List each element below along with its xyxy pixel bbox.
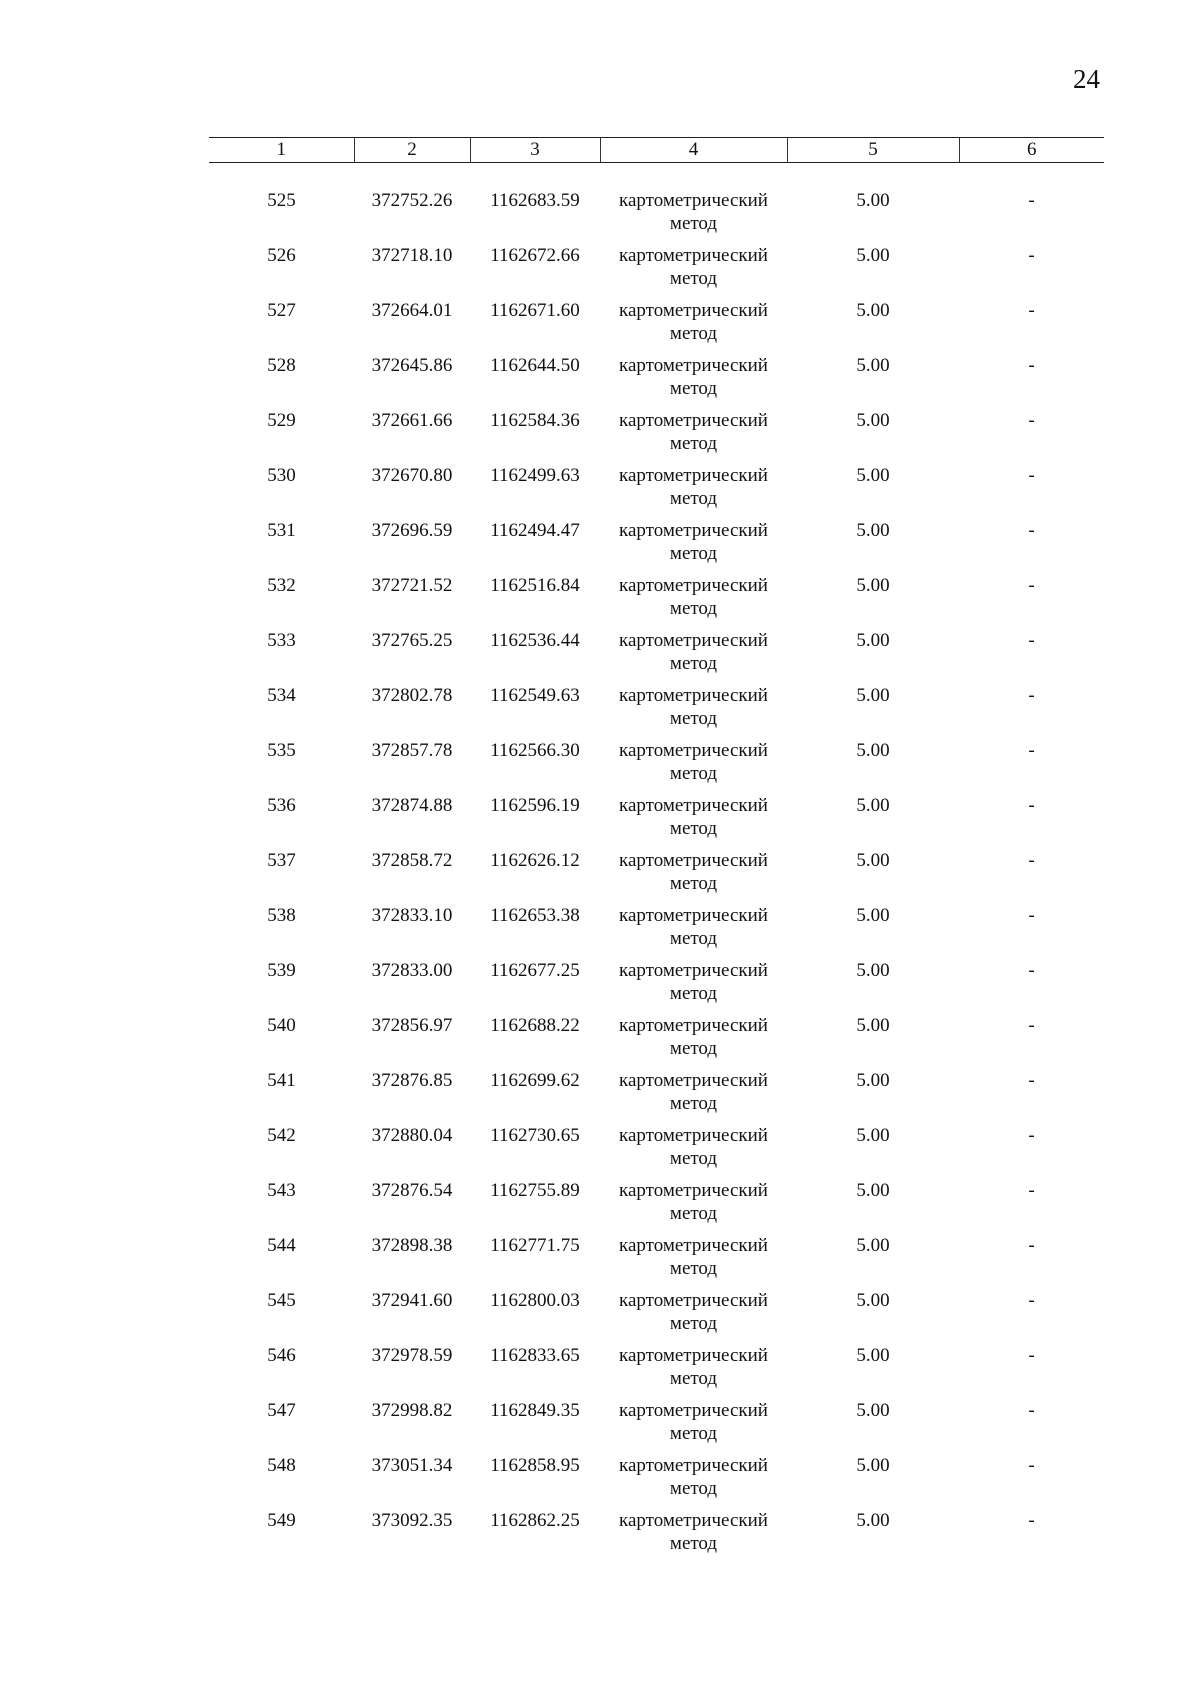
table-row (209, 1069, 1104, 1124)
method-cell (600, 1179, 787, 1234)
accuracy-cell: 5.00 (856, 630, 890, 651)
y-coordinate-cell: 1162499.63 (490, 465, 580, 486)
accuracy-cell: 5.00 (856, 960, 890, 981)
point-number-cell: 542 (267, 1125, 296, 1146)
y-coordinate-cell: 1162771.75 (490, 1235, 580, 1256)
point-number-cell: 531 (267, 520, 296, 541)
x-coordinate-cell: 372858.72 (371, 850, 453, 871)
header-spacer (209, 163, 1104, 190)
table-row (209, 244, 1104, 299)
accuracy-cell: 5.00 (856, 795, 890, 816)
table-row (209, 189, 1104, 244)
note-cell: - (1028, 740, 1035, 761)
table-row (209, 1014, 1104, 1069)
column-header-2: 2 (354, 138, 470, 163)
table-row (209, 959, 1104, 1014)
note-cell: - (1028, 630, 1035, 651)
accuracy-cell: 5.00 (856, 1290, 890, 1311)
y-coordinate-cell: 1162549.63 (490, 685, 580, 706)
method-cell (600, 794, 787, 849)
method-text: картометрический метод (619, 1345, 768, 1389)
note-cell: - (1028, 1290, 1035, 1311)
method-text: картометрический метод (619, 1455, 768, 1499)
table-body (209, 163, 1104, 1565)
accuracy-cell: 5.00 (856, 1125, 890, 1146)
method-text: картометрический метод (619, 575, 768, 619)
method-text: картометрический метод (619, 795, 768, 839)
method-cell (600, 684, 787, 739)
note-cell: - (1028, 355, 1035, 376)
point-number-cell: 536 (267, 795, 296, 816)
column-header-3: 3 (470, 138, 600, 163)
method-text: картометрический метод (619, 740, 768, 784)
x-coordinate-cell: 372876.85 (371, 1070, 453, 1091)
accuracy-cell: 5.00 (856, 1180, 890, 1201)
method-text: картометрический метод (619, 1180, 768, 1224)
note-cell: - (1028, 465, 1035, 486)
y-coordinate-cell: 1162699.62 (490, 1070, 580, 1091)
table-header (209, 138, 1104, 163)
point-number-cell: 534 (267, 685, 296, 706)
point-number-cell: 529 (267, 410, 296, 431)
y-coordinate-cell: 1162755.89 (490, 1180, 580, 1201)
x-coordinate-cell: 372664.01 (371, 300, 453, 321)
method-cell (600, 1234, 787, 1289)
method-text: картометрический метод (619, 850, 768, 894)
x-coordinate-cell: 372876.54 (371, 1180, 453, 1201)
table-row (209, 1454, 1104, 1509)
point-number-cell: 543 (267, 1180, 296, 1201)
method-cell (600, 519, 787, 574)
x-coordinate-cell: 372998.82 (371, 1400, 453, 1421)
note-cell: - (1028, 410, 1035, 431)
method-cell (600, 1399, 787, 1454)
table-row (209, 1509, 1104, 1564)
x-coordinate-cell: 372802.78 (371, 685, 453, 706)
y-coordinate-cell: 1162536.44 (490, 630, 580, 651)
table-row (209, 574, 1104, 629)
table-row (209, 1289, 1104, 1344)
method-cell (600, 629, 787, 684)
accuracy-cell: 5.00 (856, 740, 890, 761)
table-row (209, 354, 1104, 409)
method-cell (600, 1454, 787, 1509)
point-number-cell: 530 (267, 465, 296, 486)
y-coordinate-cell: 1162596.19 (490, 795, 580, 816)
y-coordinate-cell: 1162494.47 (490, 520, 580, 541)
method-cell (600, 959, 787, 1014)
column-header-5: 5 (787, 138, 959, 163)
y-coordinate-cell: 1162672.66 (490, 245, 580, 266)
point-number-cell: 525 (267, 190, 296, 211)
table-row (209, 739, 1104, 794)
accuracy-cell: 5.00 (856, 190, 890, 211)
note-cell: - (1028, 520, 1035, 541)
x-coordinate-cell: 372645.86 (371, 355, 453, 376)
y-coordinate-cell: 1162833.65 (490, 1345, 580, 1366)
note-cell: - (1028, 1015, 1035, 1036)
point-number-cell: 533 (267, 630, 296, 651)
point-number-cell: 537 (267, 850, 296, 871)
accuracy-cell: 5.00 (856, 410, 890, 431)
note-cell: - (1028, 190, 1035, 211)
y-coordinate-cell: 1162677.25 (490, 960, 580, 981)
accuracy-cell: 5.00 (856, 465, 890, 486)
accuracy-cell: 5.00 (856, 685, 890, 706)
y-coordinate-cell: 1162644.50 (490, 355, 580, 376)
note-cell: - (1028, 850, 1035, 871)
point-number-cell: 526 (267, 245, 296, 266)
method-text: картометрический метод (619, 1400, 768, 1444)
method-cell (600, 1014, 787, 1069)
accuracy-cell: 5.00 (856, 1455, 890, 1476)
method-text: картометрический метод (619, 190, 768, 234)
note-cell: - (1028, 1345, 1035, 1366)
x-coordinate-cell: 372856.97 (371, 1015, 453, 1036)
point-number-cell: 541 (267, 1070, 296, 1091)
accuracy-cell: 5.00 (856, 1510, 890, 1531)
x-coordinate-cell: 372833.00 (371, 960, 453, 981)
method-text: картометрический метод (619, 245, 768, 289)
x-coordinate-cell: 372978.59 (371, 1345, 453, 1366)
x-coordinate-cell: 372721.52 (371, 575, 453, 596)
method-cell (600, 904, 787, 959)
table-row (209, 629, 1104, 684)
table-row (209, 794, 1104, 849)
method-text: картометрический метод (619, 355, 768, 399)
note-cell: - (1028, 685, 1035, 706)
method-cell (600, 1509, 787, 1564)
accuracy-cell: 5.00 (856, 1015, 890, 1036)
point-number-cell: 540 (267, 1015, 296, 1036)
column-header-1: 1 (209, 138, 354, 163)
method-cell (600, 189, 787, 244)
y-coordinate-cell: 1162626.12 (490, 850, 580, 871)
point-number-cell: 539 (267, 960, 296, 981)
note-cell: - (1028, 245, 1035, 266)
accuracy-cell: 5.00 (856, 850, 890, 871)
table-row (209, 1234, 1104, 1289)
method-cell (600, 1344, 787, 1399)
accuracy-cell: 5.00 (856, 355, 890, 376)
method-cell (600, 1124, 787, 1179)
y-coordinate-cell: 1162566.30 (490, 740, 580, 761)
x-coordinate-cell: 372752.26 (371, 190, 453, 211)
method-text: картометрический метод (619, 410, 768, 454)
note-cell: - (1028, 1070, 1035, 1091)
accuracy-cell: 5.00 (856, 1345, 890, 1366)
table-row (209, 1124, 1104, 1179)
method-cell (600, 1289, 787, 1344)
y-coordinate-cell: 1162671.60 (490, 300, 580, 321)
x-coordinate-cell: 372857.78 (371, 740, 453, 761)
y-coordinate-cell: 1162849.35 (490, 1400, 580, 1421)
x-coordinate-cell: 372670.80 (371, 465, 453, 486)
x-coordinate-cell: 372880.04 (371, 1125, 453, 1146)
point-number-cell: 547 (267, 1400, 296, 1421)
method-text: картометрический метод (619, 1235, 768, 1279)
header-row (209, 138, 1104, 163)
table-row (209, 1344, 1104, 1399)
point-number-cell: 535 (267, 740, 296, 761)
method-text: картометрический метод (619, 465, 768, 509)
accuracy-cell: 5.00 (856, 575, 890, 596)
table-row (209, 464, 1104, 519)
point-number-cell: 546 (267, 1345, 296, 1366)
y-coordinate-cell: 1162688.22 (490, 1015, 580, 1036)
y-coordinate-cell: 1162584.36 (490, 410, 580, 431)
x-coordinate-cell: 372661.66 (371, 410, 453, 431)
note-cell: - (1028, 1235, 1035, 1256)
method-cell (600, 244, 787, 299)
note-cell: - (1028, 795, 1035, 816)
method-text: картометрический метод (619, 960, 768, 1004)
method-text: картометрический метод (619, 1070, 768, 1114)
y-coordinate-cell: 1162730.65 (490, 1125, 580, 1146)
x-coordinate-cell: 372765.25 (371, 630, 453, 651)
method-cell (600, 849, 787, 904)
accuracy-cell: 5.00 (856, 1070, 890, 1091)
note-cell: - (1028, 1455, 1035, 1476)
point-number-cell: 538 (267, 905, 296, 926)
method-text: картометрический метод (619, 685, 768, 729)
x-coordinate-cell: 373092.35 (371, 1510, 453, 1531)
y-coordinate-cell: 1162516.84 (490, 575, 580, 596)
accuracy-cell: 5.00 (856, 905, 890, 926)
table-row (209, 519, 1104, 574)
accuracy-cell: 5.00 (856, 1400, 890, 1421)
note-cell: - (1028, 960, 1035, 981)
point-number-cell: 548 (267, 1455, 296, 1476)
note-cell: - (1028, 575, 1035, 596)
table-row (209, 1399, 1104, 1454)
coordinates-table (209, 137, 1104, 1564)
point-number-cell: 532 (267, 575, 296, 596)
note-cell: - (1028, 1400, 1035, 1421)
note-cell: - (1028, 300, 1035, 321)
table-row (209, 684, 1104, 739)
note-cell: - (1028, 1125, 1035, 1146)
method-text: картометрический метод (619, 300, 768, 344)
y-coordinate-cell: 1162858.95 (490, 1455, 580, 1476)
page-number: 24 (1073, 64, 1100, 94)
accuracy-cell: 5.00 (856, 245, 890, 266)
x-coordinate-cell: 372833.10 (371, 905, 453, 926)
method-text: картометрический метод (619, 520, 768, 564)
note-cell: - (1028, 1180, 1035, 1201)
method-cell (600, 464, 787, 519)
x-coordinate-cell: 373051.34 (371, 1455, 453, 1476)
table-row (209, 409, 1104, 464)
point-number-cell: 527 (267, 300, 296, 321)
x-coordinate-cell: 372718.10 (371, 245, 453, 266)
note-cell: - (1028, 1510, 1035, 1531)
accuracy-cell: 5.00 (856, 520, 890, 541)
x-coordinate-cell: 372898.38 (371, 1235, 453, 1256)
method-cell (600, 574, 787, 629)
method-cell (600, 354, 787, 409)
method-cell (600, 739, 787, 794)
method-text: картометрический метод (619, 1125, 768, 1169)
method-text: картометрический метод (619, 905, 768, 949)
x-coordinate-cell: 372941.60 (371, 1290, 453, 1311)
method-text: картометрический метод (619, 1015, 768, 1059)
column-header-4: 4 (600, 138, 787, 163)
method-text: картометрический метод (619, 630, 768, 674)
method-cell (600, 409, 787, 464)
x-coordinate-cell: 372874.88 (371, 795, 453, 816)
point-number-cell: 545 (267, 1290, 296, 1311)
point-number-cell: 549 (267, 1510, 296, 1531)
accuracy-cell: 5.00 (856, 1235, 890, 1256)
y-coordinate-cell: 1162800.03 (490, 1290, 580, 1311)
y-coordinate-cell: 1162862.25 (490, 1510, 580, 1531)
x-coordinate-cell: 372696.59 (371, 520, 453, 541)
table-row (209, 904, 1104, 959)
method-cell (600, 1069, 787, 1124)
y-coordinate-cell: 1162683.59 (490, 190, 580, 211)
accuracy-cell: 5.00 (856, 300, 890, 321)
column-header-6: 6 (959, 138, 1104, 163)
method-text: картометрический метод (619, 1290, 768, 1334)
point-number-cell: 528 (267, 355, 296, 376)
table-row (209, 1179, 1104, 1234)
table-row (209, 849, 1104, 904)
point-number-cell: 544 (267, 1235, 296, 1256)
y-coordinate-cell: 1162653.38 (490, 905, 580, 926)
method-cell (600, 299, 787, 354)
note-cell: - (1028, 905, 1035, 926)
table-row (209, 299, 1104, 354)
method-text: картометрический метод (619, 1510, 768, 1554)
